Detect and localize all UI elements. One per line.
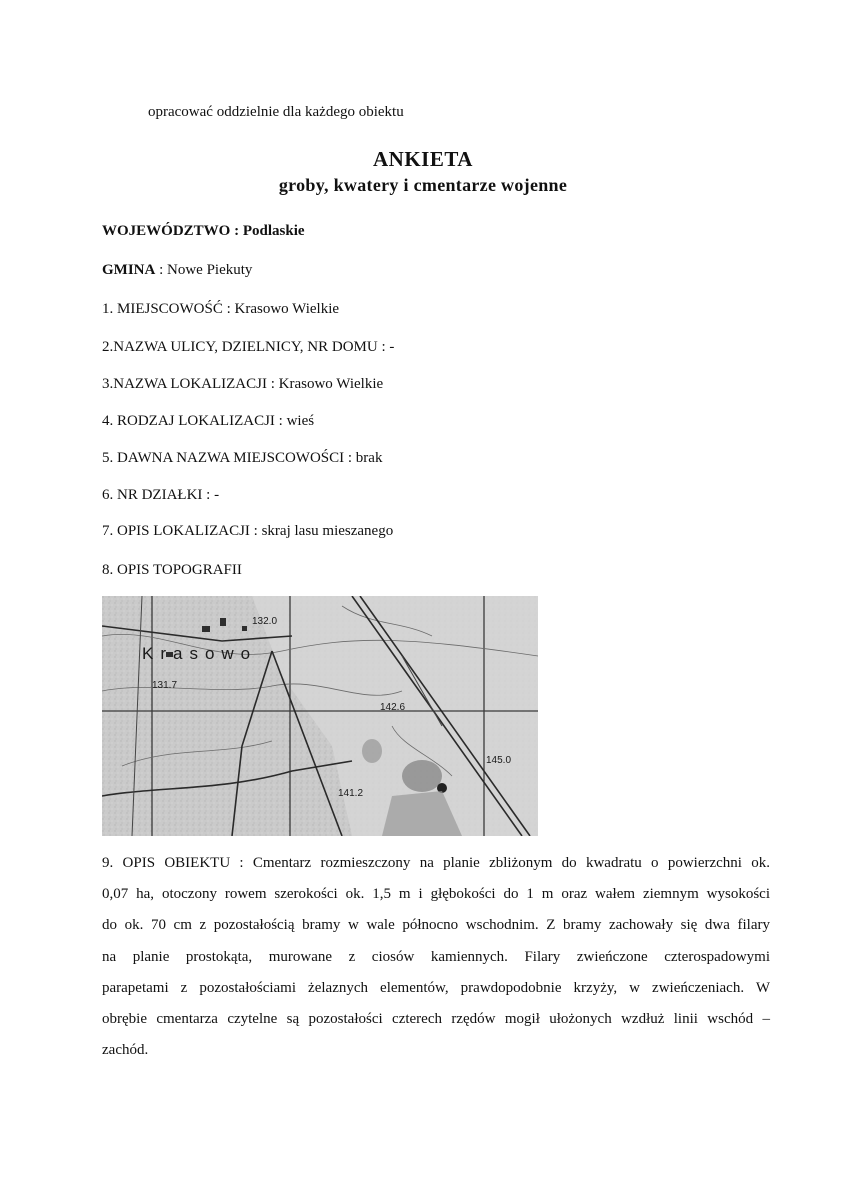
description-line: obrębie cmentarza czytelne są pozostałości czterech rzędów mogił ułożonych wzdłuż linii wschód – (102, 1011, 770, 1028)
field-parcel-number: 6. NR DZIAŁKI : - (102, 487, 220, 503)
field-location-description: 7. OPIS LOKALIZACJI : skraj lasu mieszanego (102, 523, 394, 539)
field-former-name: 5. DAWNA NAZWA MIEJSCOWOŚCI : brak (102, 450, 383, 466)
topographic-map (102, 596, 538, 836)
gmina-row (102, 261, 252, 279)
gmina-label: GMINA (102, 262, 156, 278)
field-location-name: 3.NAZWA LOKALIZACJI : Krasowo Wielkie (102, 376, 384, 392)
field-locality: 1. MIEJSCOWOŚĆ : Krasowo Wielkie (102, 301, 340, 317)
field-topography: 8. OPIS TOPOGRAFII (102, 562, 242, 578)
document-subtitle: groby, kwatery i cmentarze wojenne (278, 175, 568, 195)
description-line: zachód. (102, 1042, 149, 1059)
instruction-note: opracować oddzielnie dla każdego obiektu (148, 104, 404, 120)
map-elevation-3: 142.6 (380, 702, 406, 713)
map-elevation-5: 141.2 (338, 788, 364, 799)
description-line: 9. OPIS OBIEKTU : Cmentarz rozmieszczony na planie zbliżonym do kwadratu o powierzchni ok. (102, 855, 770, 871)
gmina-value: : Nowe Piekuty (159, 262, 253, 278)
field-location-type: 4. RODZAJ LOKALIZACJI : wieś (102, 413, 315, 429)
map-elevation-1: 132.0 (252, 616, 278, 627)
object-description (102, 848, 770, 1066)
voivodeship-row (102, 222, 305, 240)
description-line: parapetami z pozostałościami żelaznych elementów, prawdopodobnie krzyży, w zwieńczeniach. W (102, 979, 770, 996)
description-line: na planie prostokąta, murowane z ciosów kamiennych. Filary zwieńczone czterospadowymi (102, 948, 770, 965)
voivodeship-value: Podlaskie (242, 223, 305, 239)
description-line: do ok. 70 cm z pozostałością bramy w wale północno wschodnim. Z bramy zachowały się dwa filary (102, 917, 770, 934)
map-elevation-2: 131.7 (152, 680, 178, 691)
map-elevation-4: 145.0 (486, 755, 512, 766)
map-place-label: Krasowo (142, 644, 258, 663)
field-street: 2.NAZWA ULICY, DZIELNICY, NR DOMU : - (102, 339, 395, 355)
document-title: ANKIETA (373, 147, 473, 171)
voivodeship-label: WOJEWÓDZTWO : (102, 223, 240, 239)
description-line: 0,07 ha, otoczony rowem szerokości ok. 1,5 m i głębokości do 1 m oraz wałem ziemnym wysokości (102, 886, 770, 903)
